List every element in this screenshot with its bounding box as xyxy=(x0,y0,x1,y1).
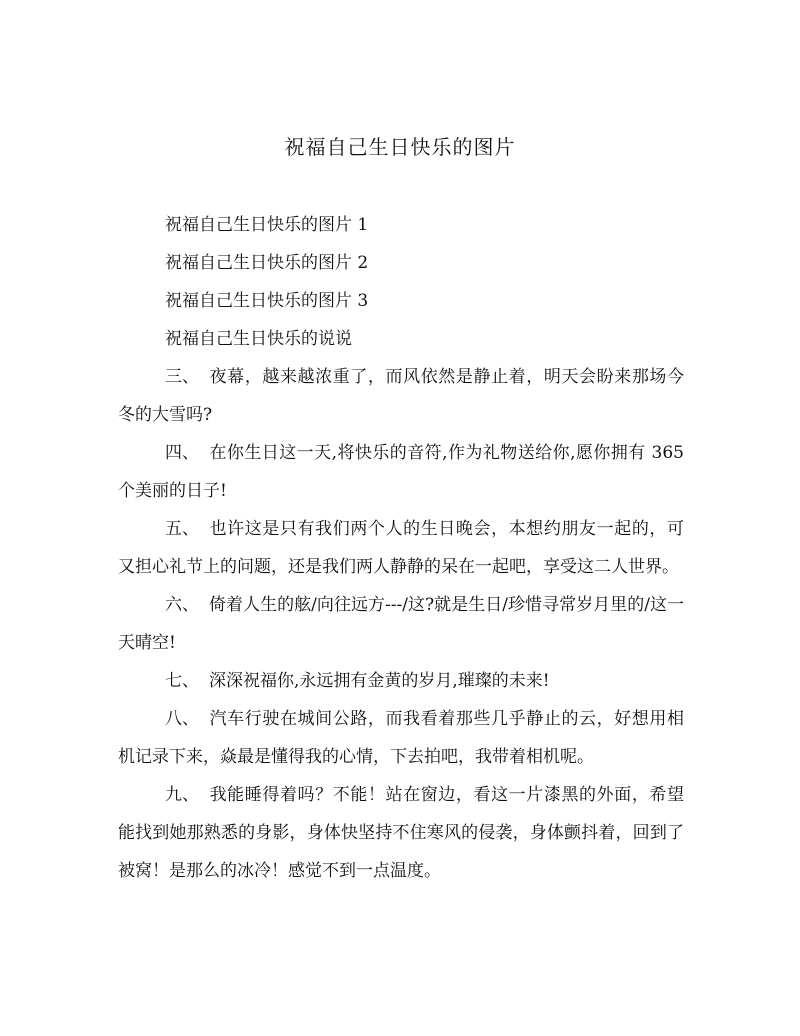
page-title: 祝福自己生日快乐的图片 xyxy=(284,135,516,159)
toc-item: 祝福自己生日快乐的图片 1 xyxy=(165,215,369,235)
paragraph-number: 七、 xyxy=(165,671,199,691)
paragraph-text: 汽车行驶在城间公路，而我看着那些几乎静止的云，好想用相机记录下来，焱最是懂得我的心情，下去拍吧，我带着相机呢。 xyxy=(118,709,684,767)
paragraph xyxy=(118,358,684,434)
paragraph xyxy=(118,586,684,662)
paragraph-number: 六、 xyxy=(165,595,199,615)
paragraph-number: 三、 xyxy=(165,367,199,387)
toc-item: 祝福自己生日快乐的图片 3 xyxy=(165,291,369,311)
toc-item: 祝福自己生日快乐的图片 2 xyxy=(165,253,369,273)
paragraph xyxy=(118,700,684,776)
toc-item: 祝福自己生日快乐的说说 xyxy=(165,329,352,349)
paragraph-text: 我能睡得着吗？不能！站在窗边，看这一片漆黑的外面，希望能找到她那熟悉的身影，身体快坚持不住寒风的侵袭，身体颤抖着，回到了被窝！是那么的冰冷！感觉不到一点温度。 xyxy=(118,785,684,881)
paragraph xyxy=(118,776,684,890)
paragraph-text: 深深祝福你,永远拥有金黄的岁月,璀璨的未来! xyxy=(209,671,550,691)
paragraph-text: 也许这是只有我们两个人的生日晚会，本想约朋友一起的，可又担心礼节上的问题，还是我们两人静静的呆在一起吧，享受这二人世界。 xyxy=(118,519,684,577)
paragraph-number: 四、 xyxy=(165,443,199,463)
document-body xyxy=(118,358,684,890)
paragraph xyxy=(118,662,684,700)
paragraph-text: 在你生日这一天,将快乐的音符,作为礼物送给你,愿你拥有 365 个美丽的日子! xyxy=(118,443,684,501)
paragraph-text: 夜幕，越来越浓重了，而风依然是静止着，明天会盼来那场今冬的大雪吗? xyxy=(118,367,684,425)
paragraph xyxy=(118,510,684,586)
paragraph xyxy=(118,434,684,510)
paragraph-number: 八、 xyxy=(165,709,199,729)
paragraph-text: 倚着人生的舷/向往远方---/这?就是生日/珍惜寻常岁月里的/这一天晴空! xyxy=(118,595,684,653)
table-of-contents xyxy=(165,206,725,358)
paragraph-number: 九、 xyxy=(165,785,199,805)
paragraph-number: 五、 xyxy=(165,519,199,539)
